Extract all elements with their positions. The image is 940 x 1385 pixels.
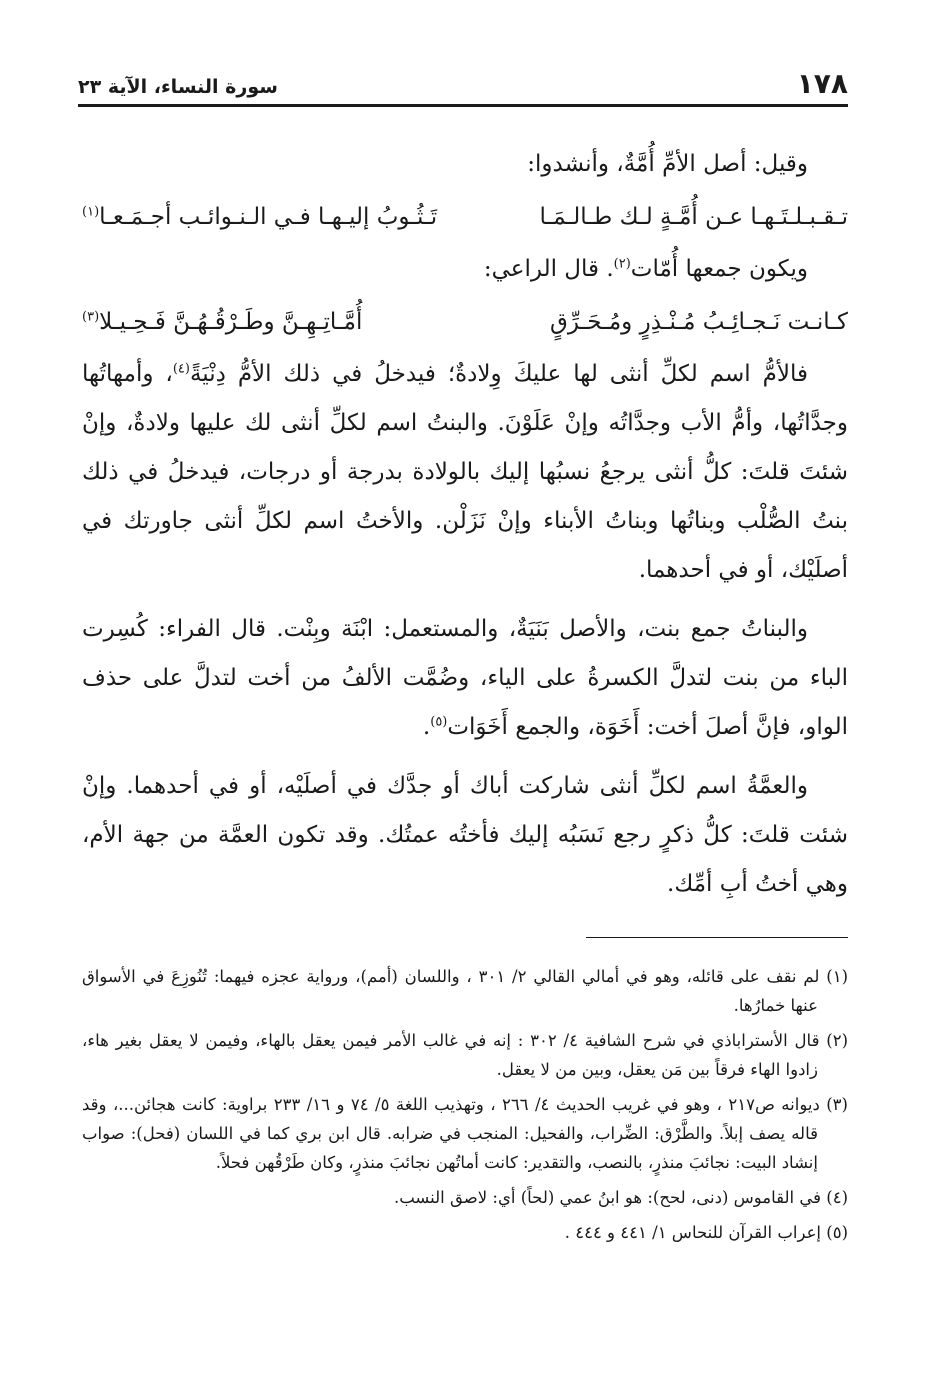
- paragraph-plural-text-b: . قال الراعي:: [483, 256, 614, 282]
- verse-2: [82, 296, 848, 348]
- page-number: ١٧٨: [796, 67, 848, 100]
- verse-1-second-hemistich: [82, 191, 437, 243]
- footnote-ref-3: (٣): [82, 309, 100, 325]
- header-rule: [78, 104, 848, 107]
- footnote-separator: [586, 937, 848, 938]
- paragraph-daughters-text-b: .: [422, 714, 431, 740]
- footnote-2: (٢) قال الأستراباذي في شرح الشافية ٤/ ٣٠٢ : إنه في غالب الأمر فيمن يعقل بالهاء، وفيمن لا يعقل بغير هاء، زادوا الهاء فرقاً بين مَن يعقل، وبين من لا يعقل.: [82, 1031, 848, 1079]
- paragraph-daughters: [82, 605, 848, 752]
- paragraph-mother-text-b: ، وأمهاتُها وجدَّاتُها، وأمُّ الأب وجدَّاتُه وإنْ عَلَوْنَ. والبنتُ اسم لكلِّ أنثى لك عليها ولادةٌ، وإنْ شئتَ قلتَ: كلُّ أنثى يرجعُ نسبُها إليك بالولادة بدرجة أو درجات، فيدخلُ في ذلك بنتُ الصُّلْب وبناتُها وبناتُ الأبناء وإنْ نَزَلْن. والأختُ اسم لكلِّ أنثى جاورتك في أصلَيْك، أو في أحدهما.: [82, 361, 848, 583]
- footnote-ref-4: (٤): [172, 361, 190, 377]
- verse-1-first-hemistich: تـقـبـلـتَـهـا عـن أُمَّـةٍ لـك طـالـمَـا: [539, 204, 848, 230]
- paragraph-mother-text-a: فالأمُّ اسم لكلِّ أنثى لها عليكَ وِلادةٌ؛ فيدخلُ في ذلك الأمُّ دِنْيَةً: [189, 361, 808, 387]
- verse-2-second-text: أُمَّـاتِـهِـنَّ وطَـرْقُـهُـنَّ فَـحِـيـلا: [99, 309, 363, 335]
- paragraph-plural: [82, 245, 848, 294]
- verse-1: [82, 191, 848, 243]
- footnote-3: (٣) ديوانه ص٢١٧ ، وهو في غريب الحديث ٤/ ٢٦٦ ، وتهذيب اللغة ٥/ ٧٤ و ١٦/ ٢٣٣ براوية: كانت هجائن...، وقد قاله يصف إبلاً. والطَّرْق: الضِّراب، والفحيل: المنجب في ضرابه. قال ابن بري كما في اللسان (فحل): صواب إنشاد البيت: نجائبَ منذرٍ، بالنصب، والتقدير: كانت أماتُهن نجائبَ منذرٍ، وكان طَرْقُهن فحلاً.: [82, 1095, 848, 1172]
- footnote-ref-5: (٥): [430, 714, 448, 730]
- page-header: [78, 62, 848, 102]
- footnote-1: (١) لم نقف على قائله، وهو في أمالي القالي ٢/ ٣٠١ ، واللسان (أمم)، ورواية عجزه فيهما: تُنُوزِعَ في الأسواق عنها خمارُها.: [82, 967, 848, 1015]
- paragraph-daughters-text-a: والبناتُ جمع بنت، والأصل بَنَيَةٌ، والمستعمل: ابْنَة وبِنْت. قال الفراء: كُسِرت الباء من بنت لتدلَّ الكسرةُ على الياء، وضُمَّت الألفُ من أخت لتدلَّ على حذف الواو، فإنَّ أصلَ أخت: أَخَوَة، والجمع أَخَوَات: [82, 616, 848, 740]
- paragraph-mother: [82, 350, 848, 595]
- footnotes: [82, 962, 848, 1253]
- paragraph-plural-text-a: ويكون جمعها أُمّات: [630, 256, 808, 282]
- footnote-ref-2: (٢): [613, 256, 631, 272]
- verse-2-first-hemistich: كـانـت نَـجـائِـبُ مُـنْـذِرٍ ومُـحَـرِّقٍ: [549, 309, 848, 335]
- running-title: سورة النساء، الآية ٢٣: [78, 76, 278, 98]
- verse-1-second-text: تَـثُـوبُ إليـهـا فـي الـنـوائـب أجـمَـعـا: [99, 204, 438, 230]
- verse-2-second-hemistich: [82, 296, 362, 348]
- paragraph-aunt: والعمَّةُ اسم لكلِّ أنثى شاركت أباك أو جدَّك في أصلَيْه، أو في أحدهما. وإنْ شئت قلتَ: كلُّ ذكرٍ رجع نَسَبُه إليك فأختُه عمتُك. وقد تكون العمَّة من جهة الأم، وهي أختُ أبِ أمِّك.: [82, 773, 848, 897]
- footnote-4: (٤) في القاموس (دنى، لحح): هو ابنُ عمي (لحاً) أي: لاصق النسب.: [393, 1188, 848, 1207]
- footnote-ref-1: (١): [82, 204, 100, 220]
- footnote-5: (٥) إعراب القرآن للنحاس ١/ ٤٤١ و ٤٤٤ .: [564, 1223, 848, 1242]
- main-text: [82, 140, 848, 909]
- paragraph-intro: وقيل: أصل الأمِّ أُمَّةٌ، وأنشدوا:: [527, 151, 808, 177]
